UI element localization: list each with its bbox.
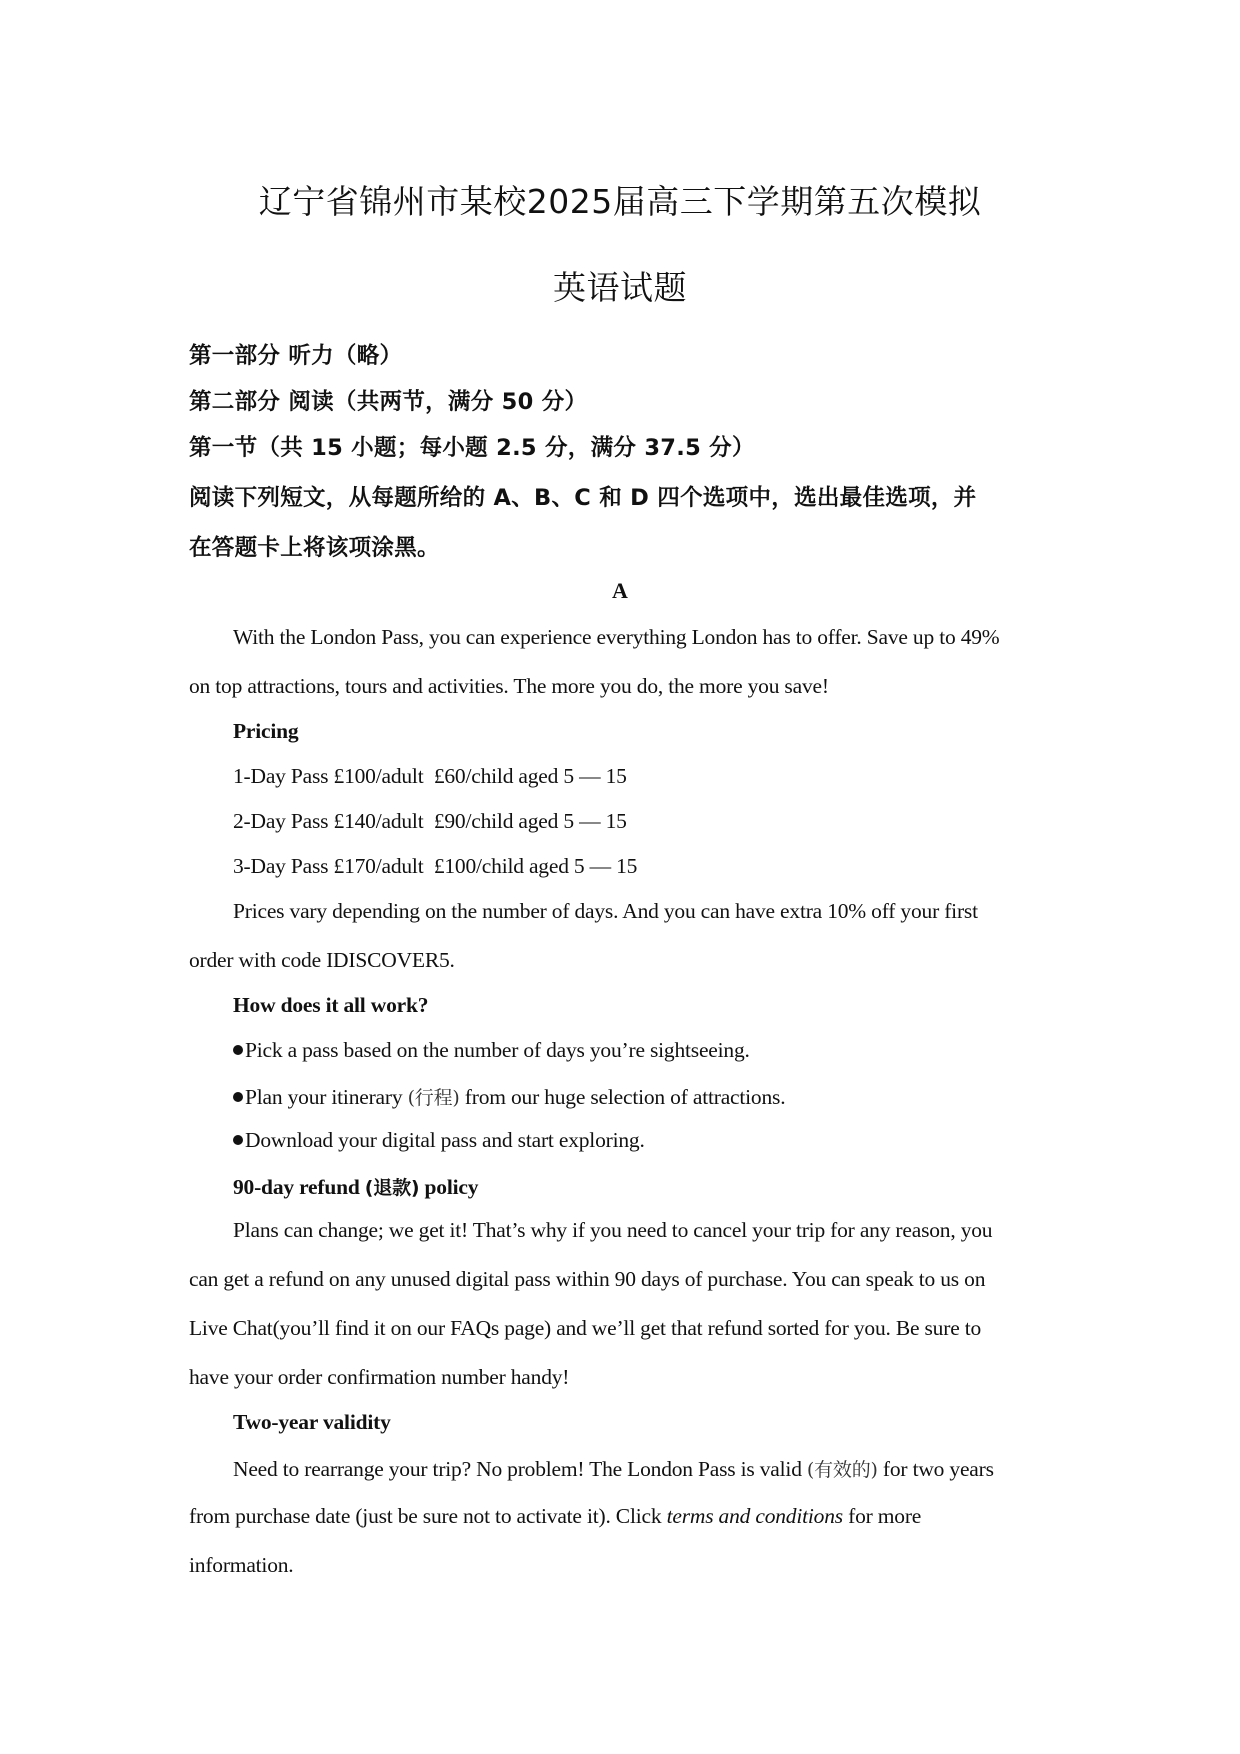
passage-label: A xyxy=(612,578,628,603)
how-bullet-2 xyxy=(233,1083,785,1110)
bullet-icon xyxy=(233,1135,243,1145)
bullet-text: Plan your itinerary xyxy=(245,1085,408,1109)
part2-heading: 第二部分 阅读（共两节，满分 50 分） xyxy=(189,389,588,415)
chinese-gloss: (有效的) xyxy=(806,1459,878,1481)
refund-line-2: can get a refund on any unused digital pass within 90 days of purchase. You can speak to us on xyxy=(189,1267,986,1291)
price-row-2-day: 2-Day Pass £140/adult £90/child aged 5 — 15 xyxy=(233,809,627,833)
refund-heading-text: policy xyxy=(419,1175,479,1199)
validity-text: Need to rearrange your trip? No problem! The London Pass is valid xyxy=(233,1457,807,1481)
chinese-gloss: (退款) xyxy=(364,1177,420,1199)
pricing-note-line-1: Prices vary depending on the number of days. And you can have extra 10% off your first xyxy=(233,899,978,923)
validity-text: for more xyxy=(842,1504,922,1528)
refund-line-4: have your order confirmation number handy! xyxy=(189,1365,570,1389)
instruction-line-2: 在答题卡上将该项涂黑。 xyxy=(189,535,440,561)
validity-text: from purchase date (just be sure not to activate it). Click xyxy=(189,1504,667,1528)
refund-heading-text: 90-day refund xyxy=(233,1175,365,1199)
price-row-3-day: 3-Day Pass £170/adult £100/child aged 5 — 15 xyxy=(233,854,638,878)
how-bullet-1 xyxy=(233,1038,750,1063)
validity-line-3: information. xyxy=(189,1553,294,1577)
intro-line-1: With the London Pass, you can experience everything London has to offer. Save up to 49% xyxy=(233,625,1000,649)
bullet-icon xyxy=(233,1045,243,1055)
exam-title: 辽宁省锦州市某校2025届高三下学期第五次模拟 xyxy=(258,182,982,221)
validity-line-1 xyxy=(233,1455,994,1482)
validity-line-2 xyxy=(189,1504,921,1529)
how-bullet-3 xyxy=(233,1128,645,1153)
pricing-heading: Pricing xyxy=(233,719,299,743)
refund-line-3: Live Chat(you’ll find it on our FAQs page) and we’ll get that refund sorted for you. Be sure to xyxy=(189,1316,982,1340)
terms-and-conditions-text: terms and conditions xyxy=(666,1504,843,1528)
validity-text: for two years xyxy=(877,1457,994,1481)
pricing-note-line-2: order with code IDISCOVER5. xyxy=(189,948,455,972)
exam-subject-title: 英语试题 xyxy=(553,268,687,307)
validity-heading: Two-year validity xyxy=(233,1410,391,1434)
bullet-icon xyxy=(233,1092,243,1102)
bullet-text: Download your digital pass and start exploring. xyxy=(245,1128,645,1152)
section1-heading: 第一节（共 15 小题；每小题 2.5 分，满分 37.5 分） xyxy=(189,435,755,461)
price-row-1-day: 1-Day Pass £100/adult £60/child aged 5 — 15 xyxy=(233,764,627,788)
instruction-line-1: 阅读下列短文，从每题所给的 A、B、C 和 D 四个选项中，选出最佳选项，并 xyxy=(189,485,977,511)
chinese-gloss: (行程) xyxy=(407,1087,460,1109)
bullet-text: from our huge selection of attractions. xyxy=(459,1085,786,1109)
intro-line-2: on top attractions, tours and activities. The more you do, the more you save! xyxy=(189,674,829,698)
how-heading: How does it all work? xyxy=(233,993,429,1017)
bullet-text: Pick a pass based on the number of days you’re sightseeing. xyxy=(245,1038,750,1062)
refund-heading xyxy=(233,1173,478,1200)
part1-heading: 第一部分 听力（略） xyxy=(189,343,403,369)
refund-line-1: Plans can change; we get it! That’s why if you need to cancel your trip for any reason, you xyxy=(233,1218,993,1242)
